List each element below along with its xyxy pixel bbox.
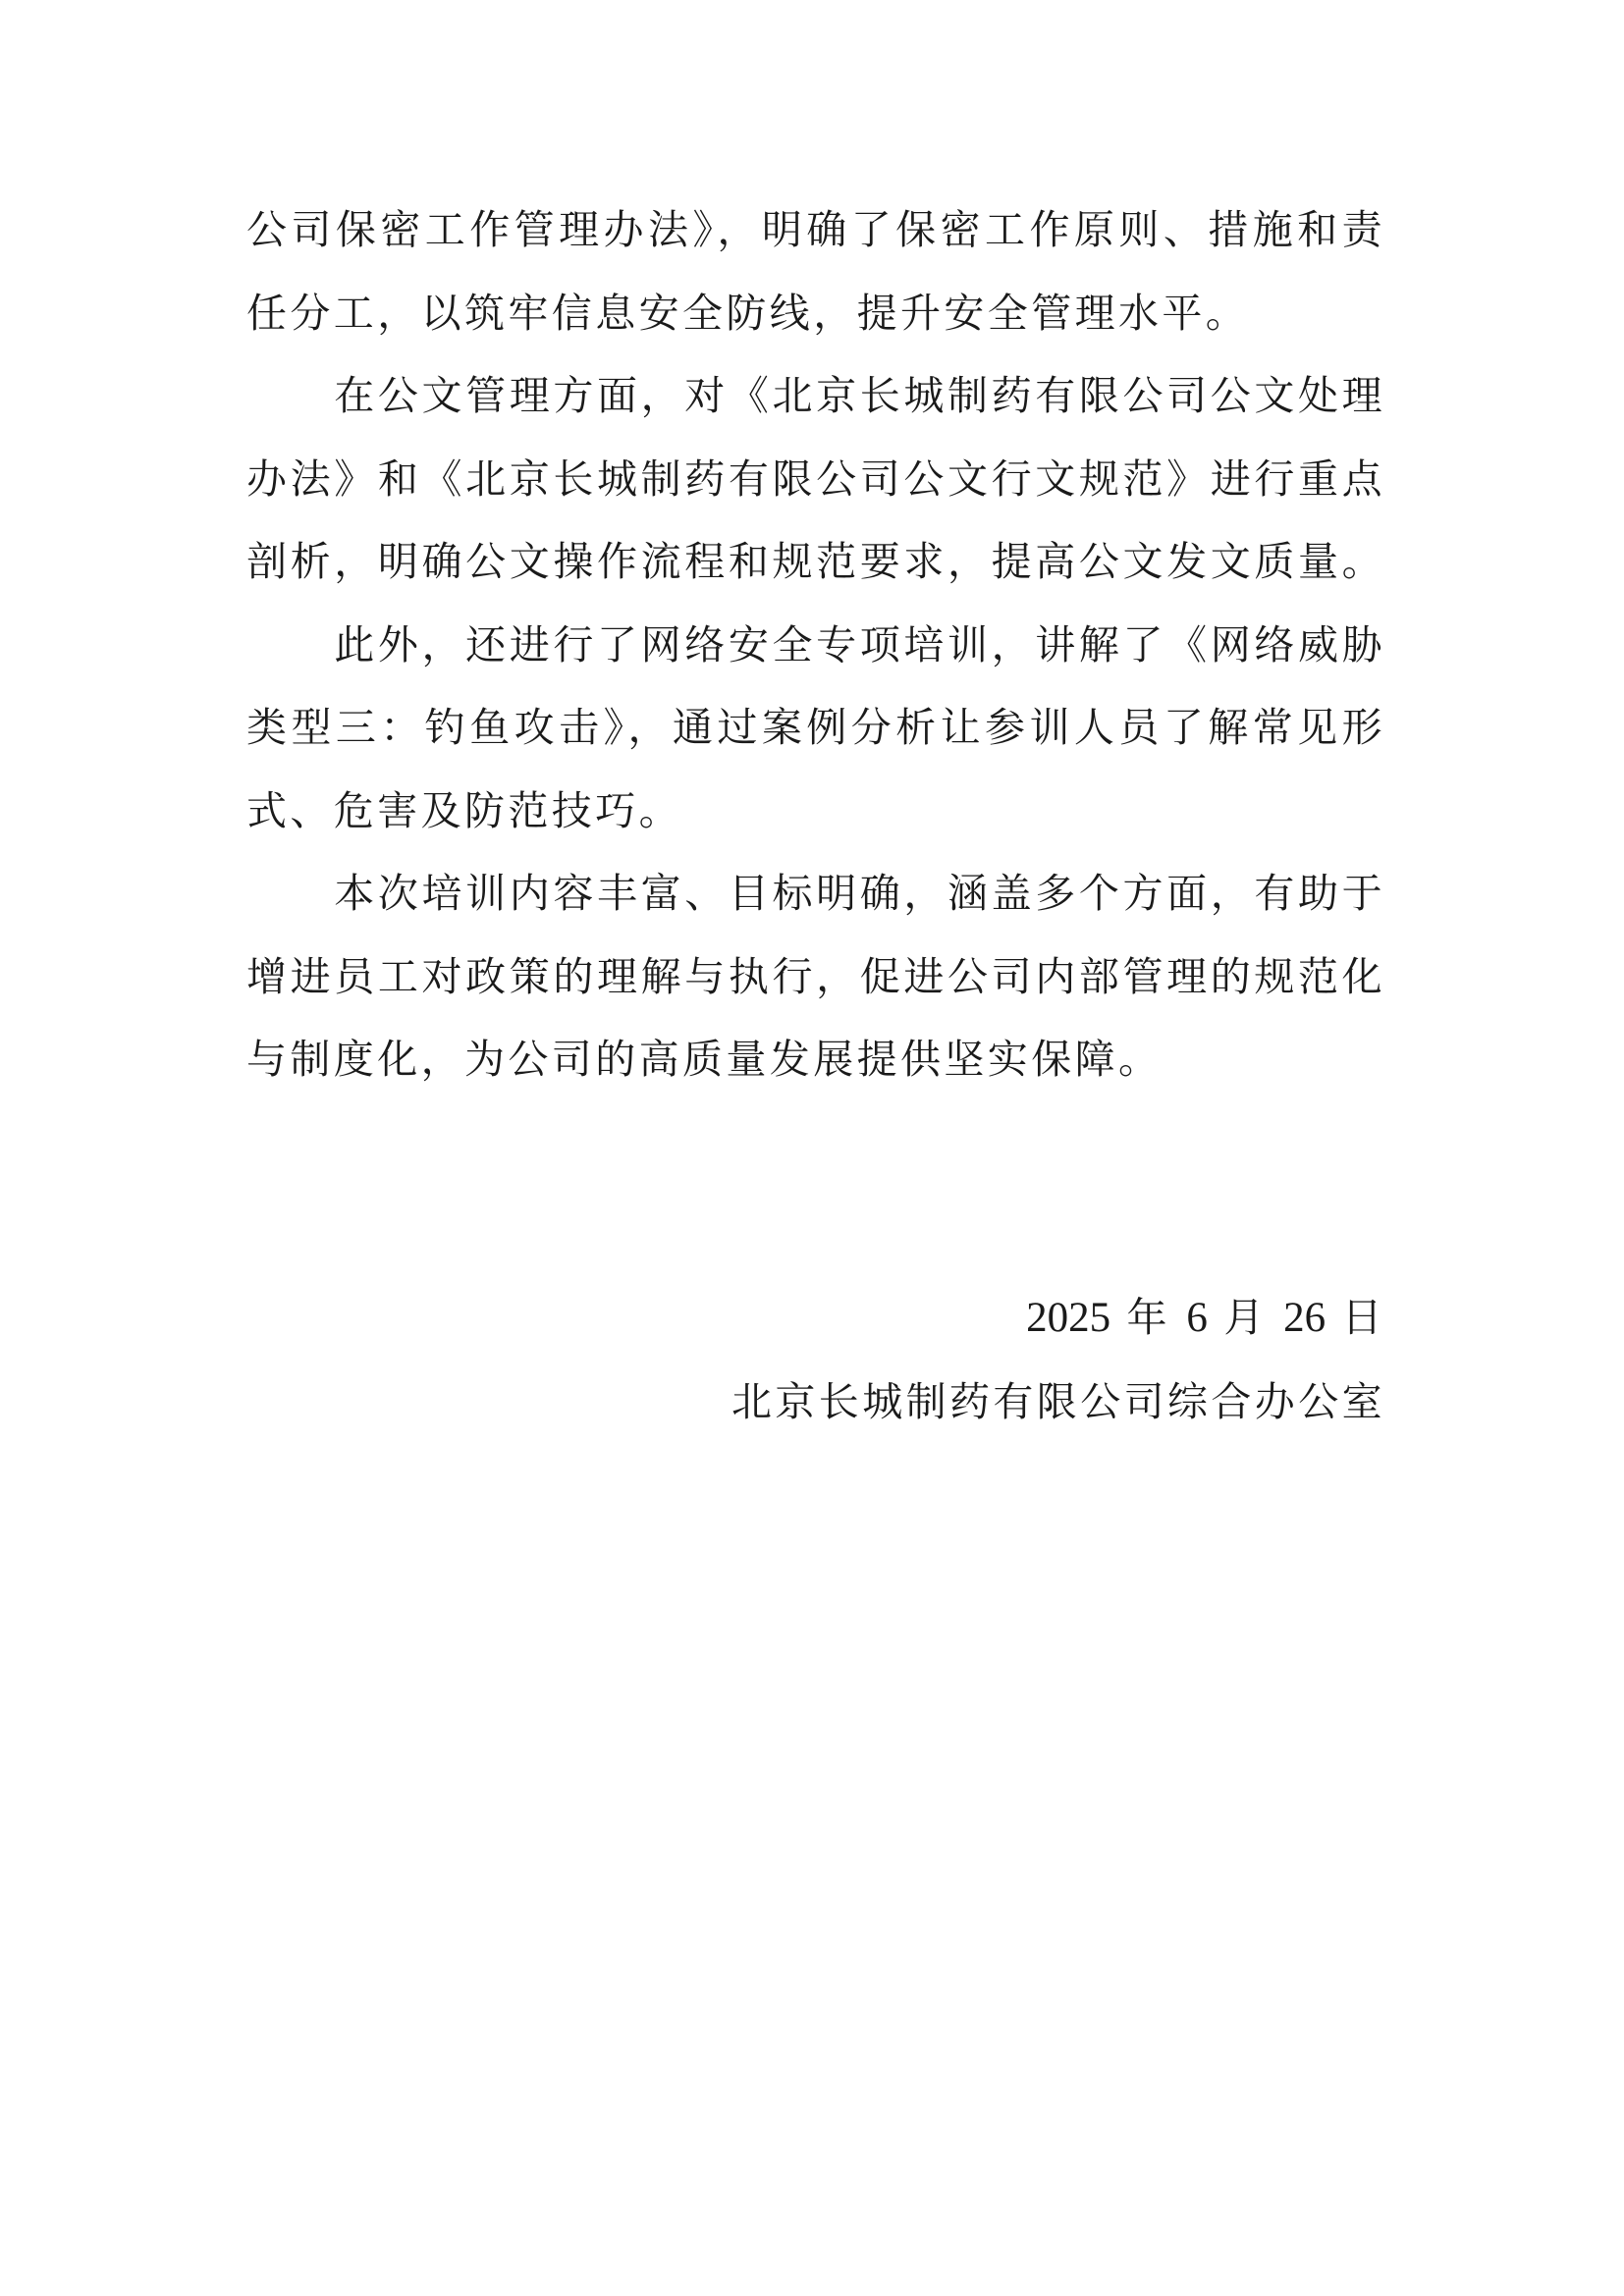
document-body bbox=[246, 206, 1385, 1123]
body-line: 类型三：钓鱼攻击》，通过案例分析让参训人员了解常见形 bbox=[246, 704, 1385, 751]
body-line: 与制度化，为公司的高质量发展提供坚实保障。 bbox=[246, 1036, 1163, 1083]
signature-organization: 北京长城制药有限公司综合办公室 bbox=[731, 1378, 1385, 1425]
body-line: 增进员工对政策的理解与执行，促进公司内部管理的规范化 bbox=[246, 952, 1385, 1000]
body-line: 本次培训内容丰富、目标明确，涵盖多个方面，有助于 bbox=[246, 870, 1385, 917]
body-line: 剖析，明确公文操作流程和规范要求，提高公文发文质量。 bbox=[246, 538, 1385, 585]
signature-date bbox=[731, 1294, 1385, 1341]
date-year: 2025 bbox=[1026, 1295, 1111, 1341]
date-month: 6 bbox=[1186, 1295, 1208, 1341]
body-line: 公司保密工作管理办法》，明确了保密工作原则、措施和责 bbox=[246, 206, 1385, 253]
date-day: 26 bbox=[1283, 1295, 1326, 1341]
signature-block bbox=[731, 1294, 1385, 1467]
date-month-unit: 月 bbox=[1223, 1294, 1268, 1341]
body-line: 任分工，以筑牢信息安全防线，提升安全管理水平。 bbox=[246, 289, 1250, 337]
date-day-unit: 日 bbox=[1341, 1294, 1385, 1341]
body-line: 式、危害及防范技巧。 bbox=[246, 786, 682, 834]
body-line: 此外，还进行了网络安全专项培训，讲解了《网络威胁 bbox=[246, 620, 1385, 668]
date-year-unit: 年 bbox=[1126, 1294, 1170, 1341]
body-line: 办法》和《北京长城制药有限公司公文行文规范》进行重点 bbox=[246, 454, 1385, 503]
body-line: 在公文管理方面，对《北京长城制药有限公司公文处理 bbox=[246, 372, 1385, 419]
